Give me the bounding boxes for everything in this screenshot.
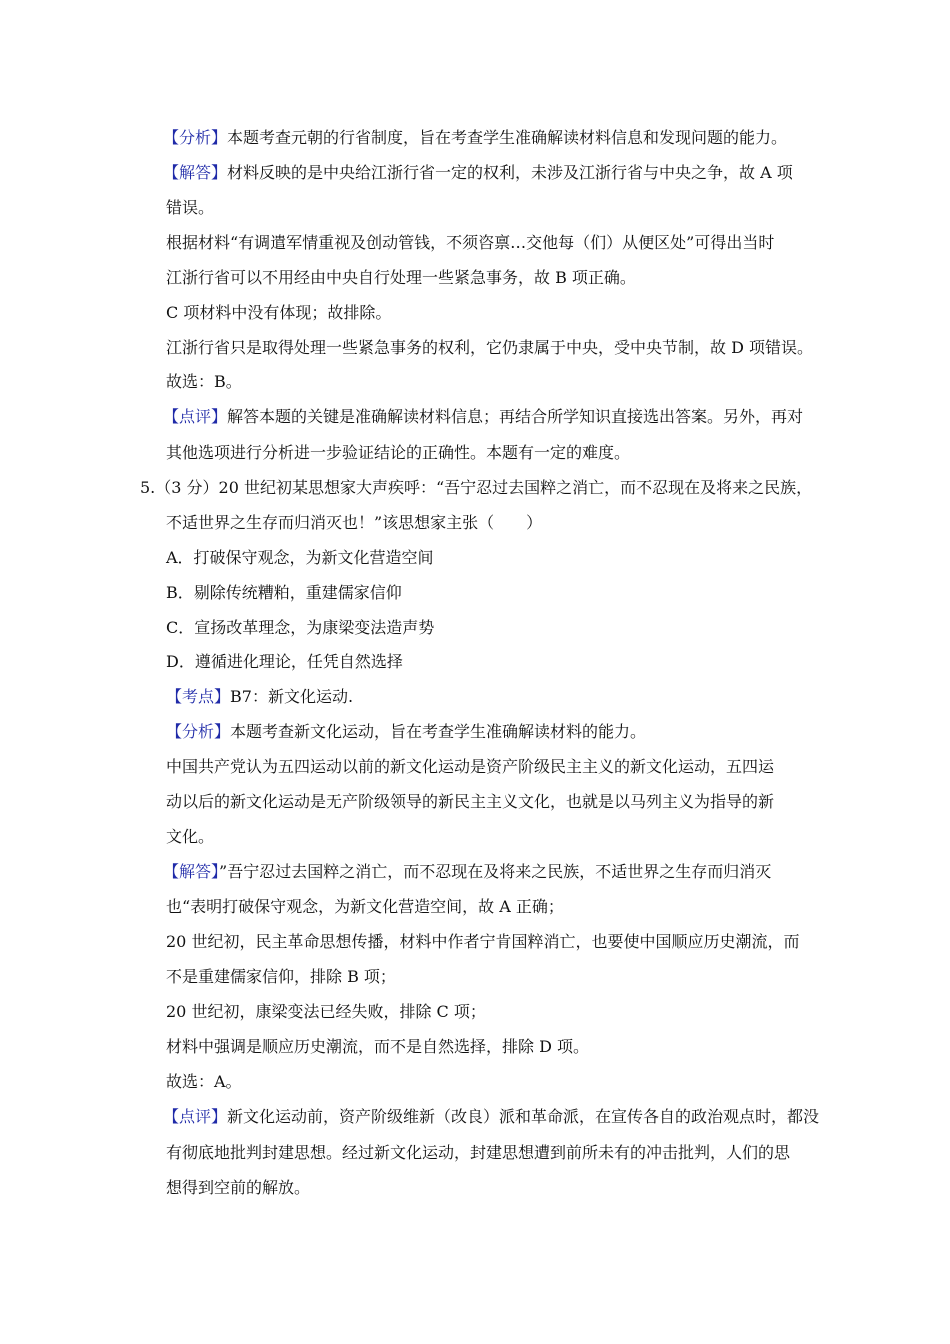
q5-option-b: B．剔除传统糟粕，重建儒家信仰 (166, 583, 402, 602)
q5-analysis-line-4: 文化。 (166, 827, 215, 846)
q4-answer-text-1: 材料反映的是中央给江浙行省一定的权利，未涉及江浙行省与中央之争，故 A 项 (227, 163, 793, 182)
analysis-tag: 【分析】 (166, 722, 231, 741)
q4-answer-line-2: 错误。 (166, 198, 215, 217)
q4-answer-line-6: 江浙行省只是取得处理一些紧急事务的权利，它仍隶属于中央，受中央节制，故 D 项错误。 (166, 338, 814, 357)
q4-comment-text-1: 解答本题的关键是准确解读材料信息；再结合所学知识直接选出答案。另外，再对 (227, 407, 804, 426)
q5-answer-line-6: 材料中强调是顺应历史潮流，而不是自然选择，排除 D 项。 (166, 1037, 590, 1056)
q5-comment-line-3: 想得到空前的解放。 (166, 1178, 311, 1197)
q4-analysis-text: 本题考查元朝的行省制度，旨在考查学生准确解读材料信息和发现问题的能力。 (227, 128, 788, 147)
q4-answer-line-3: 根据材料“有调遣军情重视及创动管钱，不须咨禀…交他每（们）从便区处”可得出当时 (166, 233, 775, 252)
q5-answer-line-5: 20 世纪初，康梁变法已经失败，排除 C 项； (166, 1002, 486, 1021)
q4-answer-line-1 (163, 162, 850, 184)
analysis-tag: 【分析】 (163, 128, 228, 147)
q4-comment-line-1 (163, 406, 850, 428)
q5-answer-line-1 (163, 861, 850, 883)
q4-comment-line-2: 其他选项进行分析进一步验证结论的正确性。本题有一定的难度。 (166, 443, 631, 462)
q4-answer-line-4: 江浙行省可以不用经由中央自行处理一些紧急事务，故 B 项正确。 (166, 268, 636, 287)
q5-analysis-line-1 (166, 721, 850, 743)
q5-comment-line-2: 有彻底地批判封建思想。经过新文化运动，封建思想遭到前所未有的冲击批判，人们的思 (166, 1143, 791, 1162)
q5-comment-line-1 (163, 1106, 850, 1128)
q5-answer-line-7: 故选：A。 (166, 1072, 242, 1091)
q5-option-c: C．宣扬改革理念，为康梁变法造声势 (166, 618, 435, 637)
q5-answer-line-4: 不是重建儒家信仰，排除 B 项； (166, 967, 396, 986)
q5-answer-line-3: 20 世纪初，民主革命思想传播，材料中作者宁肯国粹消亡，也要使中国顺应历史潮流，而 (166, 932, 800, 951)
point-tag: 【考点】 (166, 687, 231, 706)
q5-option-a: A．打破保守观念，为新文化营造空间 (166, 548, 434, 567)
q5-option-d: D．遵循进化理论，任凭自然选择 (166, 652, 403, 671)
q5-analysis-line-3: 动以后的新文化运动是无产阶级领导的新民主主义文化，也就是以马列主义为指导的新 (166, 792, 775, 811)
q5-point-line (166, 686, 850, 708)
q4-analysis-line (163, 127, 850, 149)
q5-point-text: B7：新文化运动. (230, 687, 354, 706)
q5-answer-line-2: 也“表明打破保守观念，为新文化营造空间，故 A 正确； (166, 897, 564, 916)
q5-stem-line-1: 5.（3 分）20 世纪初某思想家大声疾呼：“吾宁忍过去国粹之消亡，而不忍现在及将来之民族， (140, 478, 813, 497)
q5-comment-text-1: 新文化运动前，资产阶级维新（改良）派和革命派，在宣传各自的政治观点时，都没 (227, 1107, 820, 1126)
q5-analysis-text-1: 本题考查新文化运动，旨在考查学生准确解读材料的能力。 (230, 722, 647, 741)
q4-answer-line-7: 故选：B。 (166, 372, 242, 391)
q4-answer-line-5: C 项材料中没有体现；故排除。 (166, 303, 392, 322)
q5-answer-text-1: ”吾宁忍过去国粹之消亡，而不忍现在及将来之民族，不适世界之生存而归消灭 (219, 862, 772, 881)
q5-analysis-line-2: 中国共产党认为五四运动以前的新文化运动是资产阶级民主主义的新文化运动，五四运 (166, 757, 775, 776)
answer-tag: 【解答】 (163, 862, 220, 881)
answer-tag: 【解答】 (163, 163, 228, 182)
comment-tag: 【点评】 (163, 407, 228, 426)
q5-stem-line-2: 不适世界之生存而归消灭也！”该思想家主张（ ） (166, 513, 543, 532)
comment-tag: 【点评】 (163, 1107, 228, 1126)
